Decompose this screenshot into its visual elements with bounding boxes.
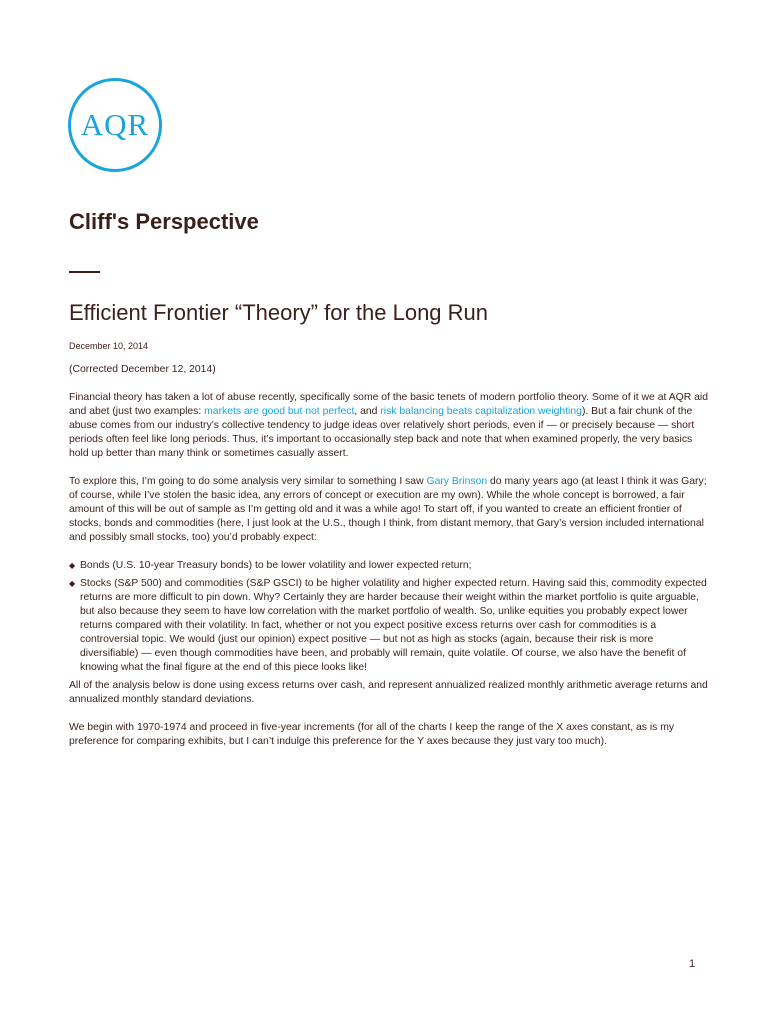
- title-divider: [69, 271, 100, 273]
- list-item-text: Bonds (U.S. 10-year Treasury bonds) to be lower volatility and lower expected return;: [80, 560, 472, 571]
- paragraph-text: Financial theory has taken a lot of abuse recently, specifically some of the basic tenets of modern portfolio theory. Some of it we at AQR aid and abet (just two examples:: [69, 392, 708, 417]
- aqr-logo-text: AQR: [80, 107, 150, 142]
- link-risk-balancing[interactable]: risk balancing beats capitalization weighting: [380, 406, 582, 417]
- article-title: Efficient Frontier “Theory” for the Long Run: [69, 300, 489, 325]
- paragraph-text: do many years ago (at least I think it was Gary; of course, while I’ve stolen the basic idea, any errors of concept or execution are my own). While the whole concept is borrowed, a fair amount of this will be out of sample as I’m getting old and it was a while ago! To start off, if you wanted to create an efficient frontier of stocks, bonds and commodities (here, I just look at the U.S., though I think, from distant memory, that Gary’s version included international and possibly small stocks, too) you’d probably expect:: [69, 476, 707, 543]
- article-body: [69, 363, 709, 763]
- link-gary-brinson[interactable]: Gary Brinson: [426, 476, 488, 487]
- section-title: Cliff's Perspective: [69, 209, 259, 234]
- list-item: [69, 559, 709, 573]
- paragraph-intro: [69, 391, 709, 461]
- paragraph-explore: [69, 475, 709, 545]
- paragraph-periods: We begin with 1970-1974 and proceed in five-year increments (for all of the charts I keep the range of the X axes constant, as is my preference for comparing exhibits, but I can’t indulge this preference for the Y axes because they just vary too much).: [69, 722, 675, 747]
- article-date: December 10, 2014: [69, 341, 149, 351]
- page-number: 1: [689, 958, 696, 970]
- paragraph-text: ). But a fair chunk of the abuse comes from our industry’s collective tendency to judge ideas over relatively short periods, even if — or precisely because — short periods often feel like long periods. Thus, it’s important to occasionally step back and note that when examined properly, the very basics hold up better than many think or sometimes casually assert.: [69, 406, 695, 459]
- aqr-logo: [68, 78, 162, 172]
- list-item-text: Stocks (S&P 500) and commodities (S&P GSCI) to be higher volatility and higher expected return. Having said this, commodity expected returns are more difficult to pin down. Why? Certainly they are harder because their weight within the market portfolio is quite arguable, but also because they seem to have low correlation with the market portfolio of wealth. So, unlike equities you probably expect lower returns compared with their volatility. In fact, whether or not you expect positive excess returns over cash for commodities is a controversial topic. We would (just our opinion) expect positive — but not as high as stocks (again, because their risk is more diversifiable) — even though commodities have been, and probably will remain, quite volatile. Of course, we also have the benefit of knowing what the final figure at the end of this piece looks like!: [80, 578, 707, 673]
- paragraph-text: , and: [354, 406, 381, 417]
- expectations-list: [69, 559, 709, 675]
- list-item: [69, 577, 709, 675]
- paragraph-methodology: All of the analysis below is done using excess returns over cash, and represent annualized realized monthly arithmetic average returns and annualized monthly standard deviations.: [69, 680, 708, 705]
- link-markets-good-not-perfect[interactable]: markets are good but not perfect: [204, 406, 355, 417]
- bullet-diamond-icon: ◆: [69, 561, 76, 570]
- bullet-diamond-icon: ◆: [69, 579, 76, 588]
- paragraph-text: To explore this, I’m going to do some analysis very similar to something I saw: [69, 476, 427, 487]
- correction-note: (Corrected December 12, 2014): [69, 364, 216, 375]
